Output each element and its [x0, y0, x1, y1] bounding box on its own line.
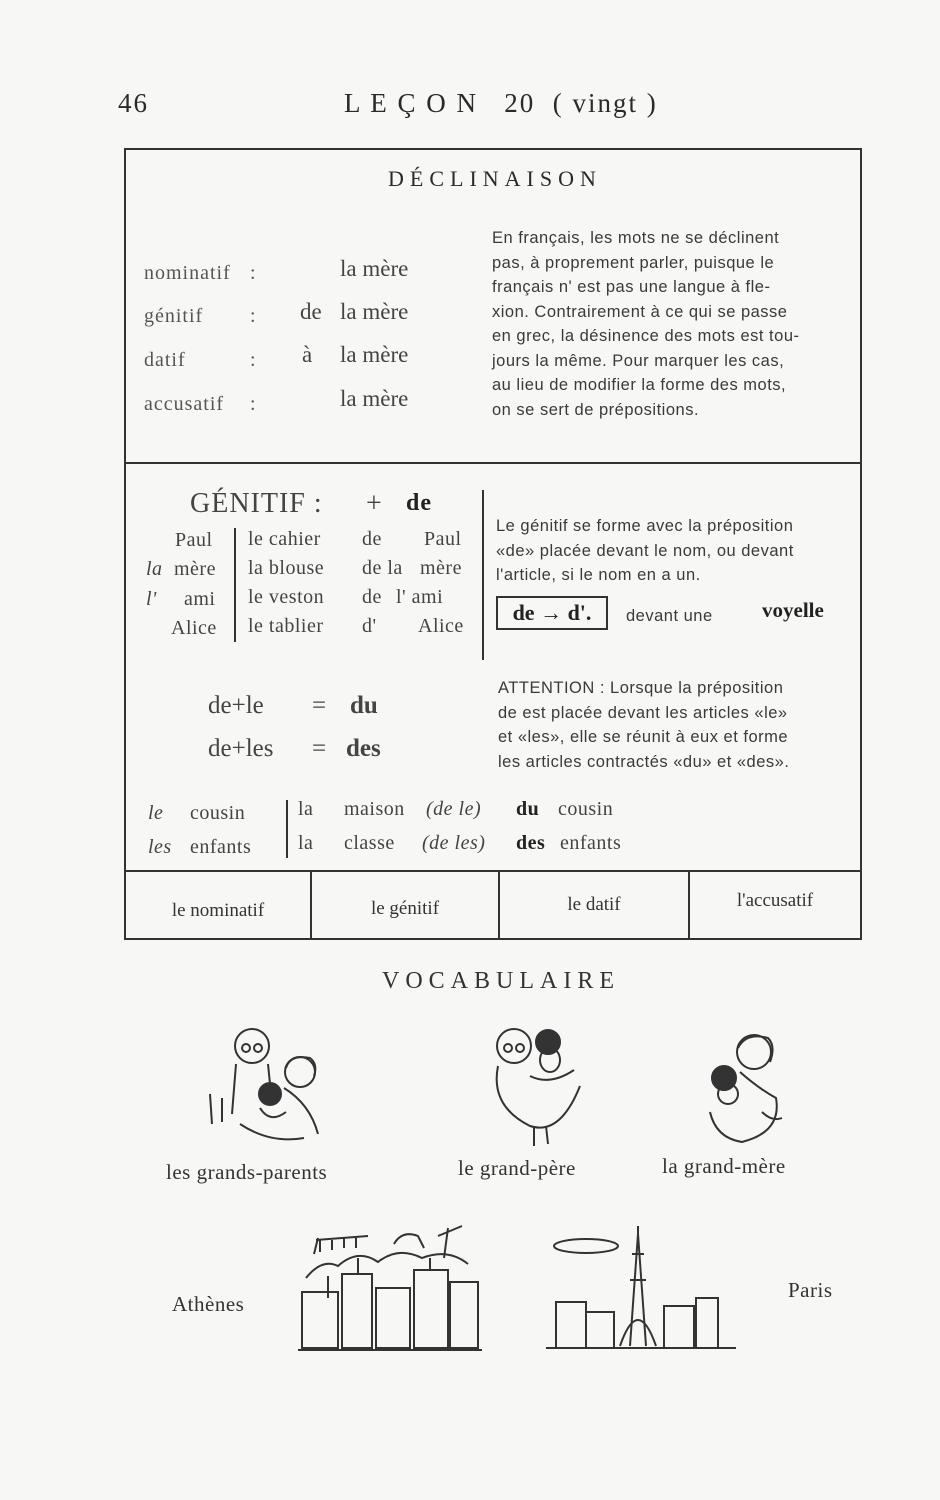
genitif-title: GÉNITIF : [190, 488, 323, 519]
case-sep: : [250, 393, 257, 415]
example-phrase: la [298, 798, 314, 820]
genitif-owner: Paul [424, 528, 462, 550]
caption-paris: Paris [788, 1278, 833, 1302]
declinaison-explanation: En français, les mots ne se déclinent pas, à proprement parler, puisque le français n' est pas une langue à fle- xion. Contrairement à ce qui se passe en grec, la désinence des mots est tou- jours la même. Pour marquer les cas, au lieu de modifier la forme des mots, on se sert de prépositions. [492, 229, 800, 419]
example-phrase: (de le) [426, 798, 482, 820]
genitif-object: le tablier [248, 615, 324, 637]
example-article: le [148, 802, 164, 824]
grandmother-illustration [702, 1032, 802, 1152]
case-form: la mère [340, 342, 409, 367]
table-cell-accusatif: l'accusatif [736, 890, 814, 911]
example-phrase: enfants [560, 832, 622, 854]
caption-grandmother: la grand-mère [662, 1154, 786, 1178]
case-form: la mère [340, 256, 409, 281]
genitif-object: le veston [248, 586, 325, 608]
genitif-owner: l' ami [396, 586, 444, 608]
case-label-nominatif: nominatif [144, 262, 231, 284]
case-label-datif: datif [144, 349, 186, 371]
genitif-prep: d' [362, 615, 377, 637]
case-label-accusatif: accusatif [144, 393, 225, 415]
case-form: la mère [340, 386, 409, 411]
genitif-owner: Alice [418, 615, 464, 637]
contraction-eq: = [312, 692, 327, 719]
case-prep: de [300, 299, 322, 324]
genitif-prep: de [362, 528, 382, 550]
caption-grandparents: les grands-parents [166, 1160, 328, 1184]
example-noun: enfants [190, 836, 252, 858]
genitif-object: le cahier [248, 528, 321, 550]
example-phrase: du [516, 798, 540, 820]
vocabulaire-title: VOCABULAIRE [382, 968, 620, 994]
grandparents-illustration [200, 1024, 330, 1154]
example-divider [286, 800, 288, 858]
genitif-prep: de [362, 586, 382, 608]
genitif-name: Paul [175, 529, 213, 551]
contraction-right: du [350, 692, 378, 719]
divider-declinaison [124, 462, 862, 464]
table-cell-datif: le datif [567, 894, 621, 915]
caption-athens: Athènes [172, 1292, 245, 1316]
contraction-right: des [346, 735, 381, 762]
genitif-prep: de la [362, 557, 403, 579]
case-sep: : [250, 305, 257, 327]
case-sep: : [250, 262, 257, 284]
contraction-eq: = [312, 735, 327, 762]
divider-table-top [124, 870, 862, 872]
genitif-owner: mère [420, 557, 462, 579]
genitif-divider-right [482, 490, 484, 660]
genitif-article: l' [146, 588, 157, 610]
caption-grandfather: le grand-père [458, 1156, 576, 1180]
case-label-genitif: génitif [144, 305, 204, 327]
lesson-title: L E Ç O N 20 ( vingt ) [344, 88, 658, 118]
case-sep: : [250, 349, 257, 371]
example-phrase: maison [344, 798, 405, 820]
genitif-rule: Le génitif se forme avec la préposition «de» placée devant le nom, ou devant l'article, si le nom en a un. [496, 517, 794, 584]
example-phrase: cousin [558, 798, 614, 820]
page-number: 46 [118, 88, 149, 118]
table-cell-nominatif: le nominatif [171, 900, 265, 921]
case-prep: à [302, 342, 313, 367]
case-form: la mère [340, 299, 409, 324]
elision-text: devant une [626, 607, 713, 625]
example-phrase: la [298, 832, 314, 854]
example-phrase: des [516, 832, 546, 854]
example-article: les [148, 836, 172, 858]
genitif-name: Alice [171, 617, 217, 639]
genitif-plus: + [366, 488, 383, 519]
genitif-de: de [406, 490, 432, 516]
contraction-left: de+les [208, 735, 274, 762]
genitif-divider-left [234, 528, 236, 642]
example-noun: cousin [190, 802, 246, 824]
genitif-name: ami [184, 588, 216, 610]
grandfather-illustration [490, 1026, 590, 1150]
genitif-object: la blouse [248, 557, 325, 579]
paris-illustration [546, 1224, 736, 1354]
elision-bold: voyelle [762, 598, 824, 622]
example-phrase: (de les) [422, 832, 486, 854]
genitif-article: la [146, 558, 163, 580]
elision-box: de → d'. [496, 596, 608, 630]
athens-illustration [298, 1218, 482, 1356]
table-cell-genitif: le génitif [370, 898, 440, 919]
genitif-name: mère [174, 558, 216, 580]
attention-note: ATTENTION : Lorsque la préposition de est placée devant les articles «le» et «les», elle se réunit à eux et forme les articles contractés «du» et «des». [498, 679, 790, 771]
contraction-left: de+le [208, 692, 264, 719]
example-phrase: classe [344, 832, 395, 854]
declinaison-title: DÉCLINAISON [388, 166, 602, 191]
